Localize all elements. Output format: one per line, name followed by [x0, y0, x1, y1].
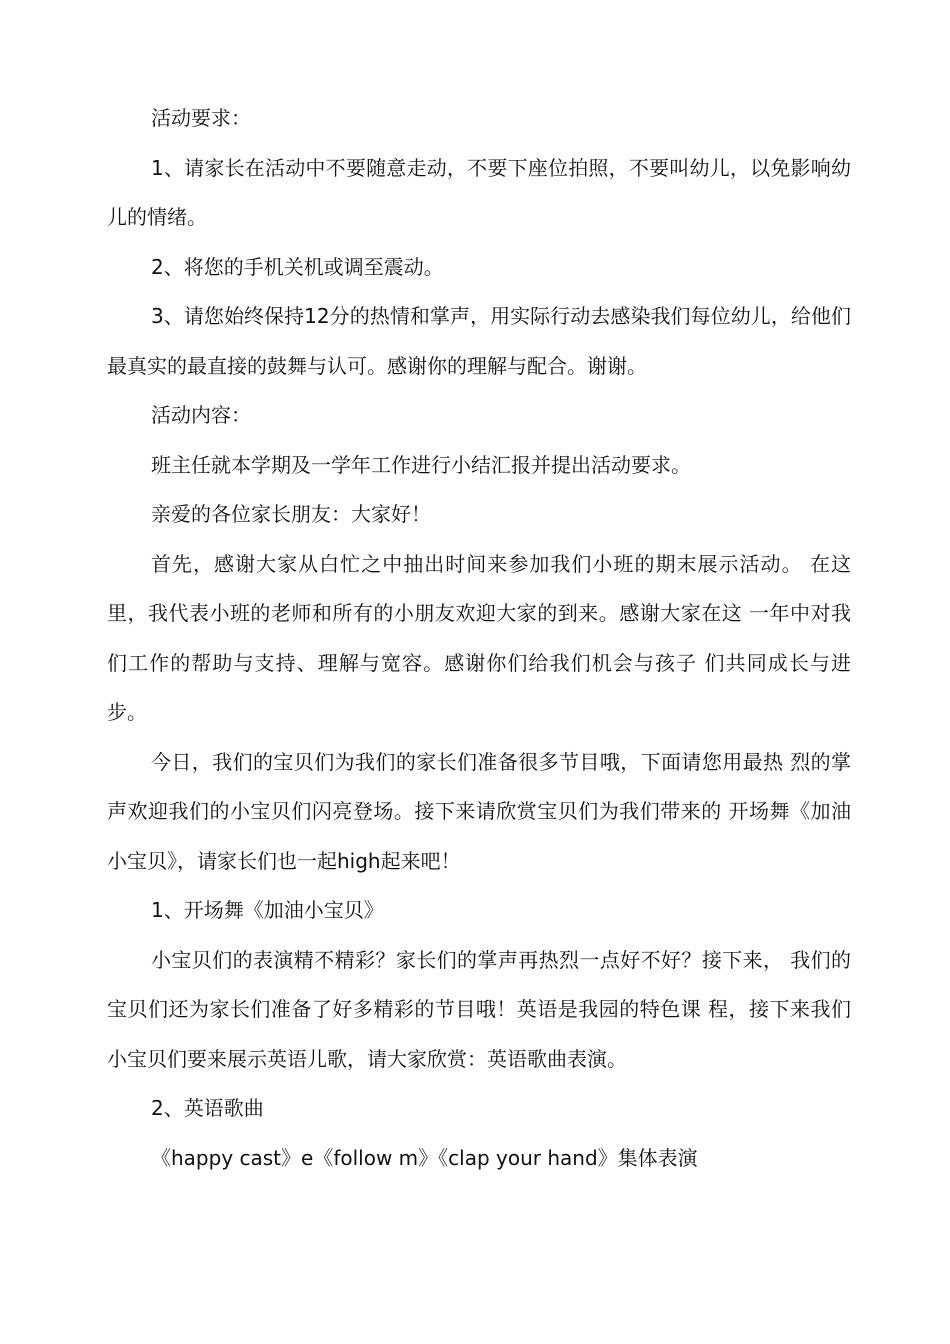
paragraph-teacher-report: 班主任就本学期及一学年工作进行小结汇报并提出活动要求。 — [151, 452, 691, 477]
paragraph-program-2: 2、英语歌曲 — [151, 1096, 264, 1120]
paragraph-greeting: 亲爱的各位家长朋友：大家好！ — [151, 502, 431, 526]
paragraph-song-list: 《happy cast》e《follow m》《clap your hand》集体表演 — [151, 1145, 698, 1170]
paragraph-thanks: 首先，感谢大家从白忙之中抽出时间来参加我们小班的期末展示活动。 在这里，我代表小班的老师和所有的小朋友欢迎大家的到来。感谢大家在这 一年中对我们工作的帮助与支持、理解与宽容。感谢你们给我们机会与孩子 们共同成长与进步。 — [107, 551, 851, 724]
paragraph-english-intro: 小宝贝们的表演精不精彩？家长们的掌声再热烈一点好不好？接下来， 我们的宝贝们还为家长们准备了好多精彩的节目哦！英语是我园的特色课 程，接下来我们小宝贝们要来展示英语儿歌，请大家欣赏：英语歌曲表演。 — [107, 947, 851, 1071]
paragraph-requirement-1: 1、请家长在活动中不要随意走动，不要下座位拍照，不要叫幼儿，以免影响幼儿的情绪。 — [107, 155, 851, 229]
paragraph-requirement-3: 3、请您始终保持12分的热情和掌声，用实际行动去感染我们每位幼儿，给他们最真实的最直接的鼓舞与认可。感谢你的理解与配合。谢谢。 — [107, 304, 851, 378]
paragraph-content-heading: 活动内容： — [151, 403, 251, 427]
paragraph-program-1: 1、开场舞《加油小宝贝》 — [151, 898, 384, 922]
document-page — [107, 94, 851, 1183]
paragraph-requirements-heading: 活动要求： — [151, 106, 251, 130]
paragraph-requirement-2: 2、将您的手机关机或调至震动。 — [151, 254, 444, 279]
paragraph-opening-intro: 今日，我们的宝贝们为我们的家长们准备很多节目哦，下面请您用最热 烈的掌声欢迎我们的小宝贝们闪亮登场。接下来请欣赏宝贝们为我们带来的 开场舞《加油小宝贝》，请家长们也一起high起来吧！ — [107, 749, 851, 873]
